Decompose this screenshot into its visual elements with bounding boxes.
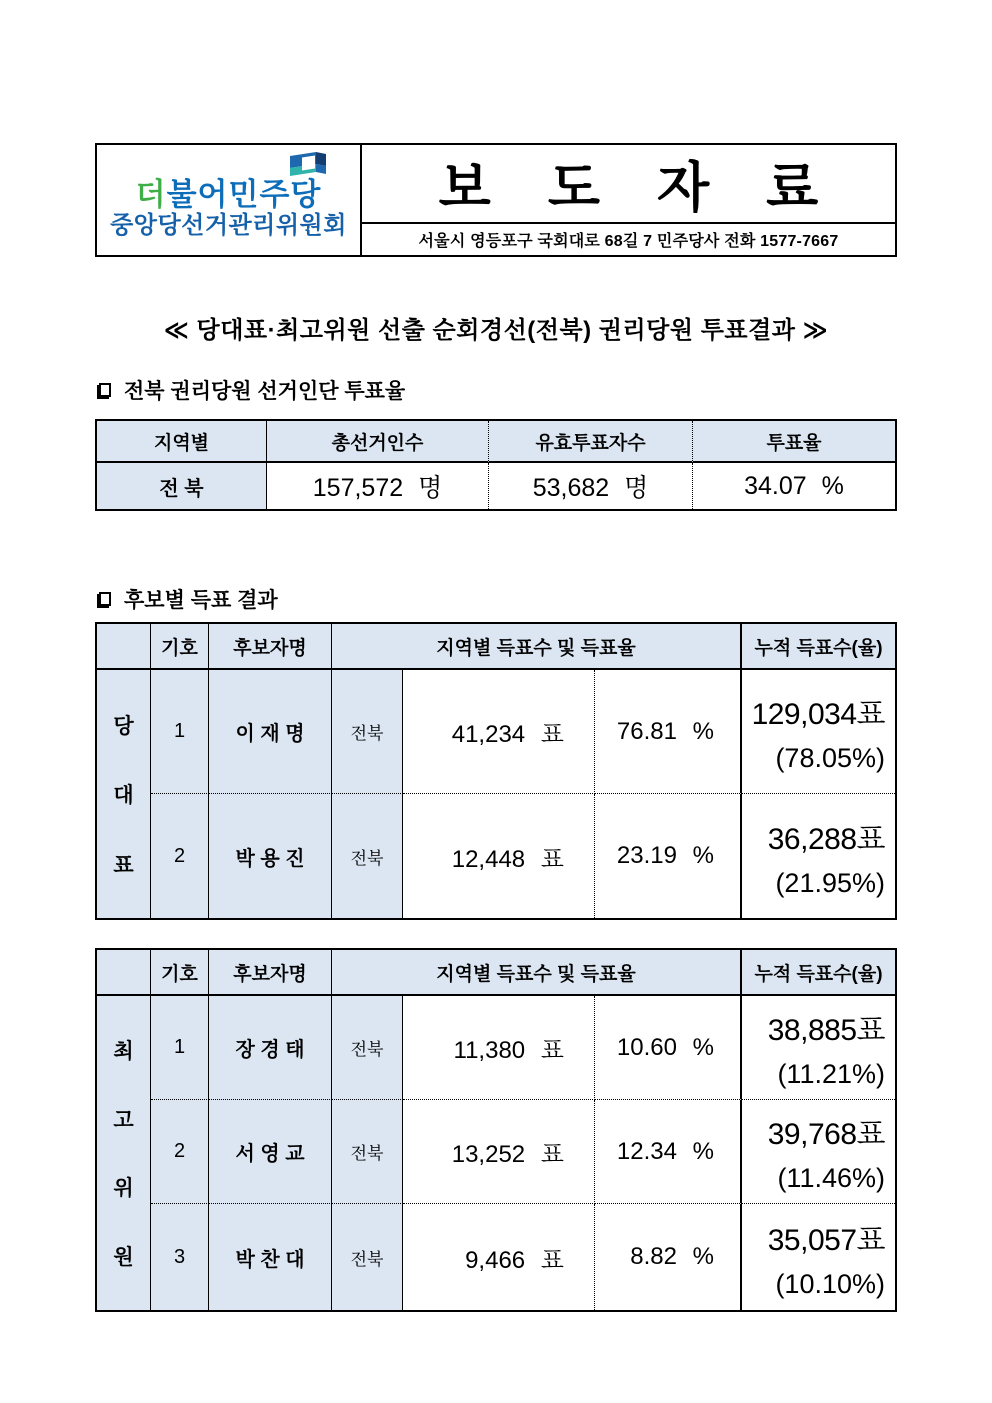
cumulative-votes: 39,768표 xyxy=(767,1118,885,1151)
leader-results-table xyxy=(95,622,897,920)
symbol-cell: 2 xyxy=(151,794,209,918)
col-header-cumulative: 누적 득표수(율) xyxy=(742,950,895,996)
col-header-candidate: 후보자명 xyxy=(209,624,332,670)
region-cell: 전북 xyxy=(332,670,403,794)
party-address: 서울시 영등포구 국회대로 68길 7 민주당사 전화 1577-7667 xyxy=(418,233,839,250)
col-header-candidate: 후보자명 xyxy=(209,950,332,996)
cumulative-cell xyxy=(742,996,895,1100)
party-name-rest: 불어민주당 xyxy=(166,176,322,212)
candidate-cell: 이 재 명 xyxy=(209,670,332,794)
symbol-cell: 3 xyxy=(151,1204,209,1310)
symbol-cell: 1 xyxy=(151,996,209,1100)
party-logo xyxy=(97,145,362,255)
electors-cell: 157,572 명 xyxy=(267,463,489,509)
group-char: 원 xyxy=(113,1246,134,1270)
percent-cell: 8.82 % xyxy=(595,1204,742,1310)
cumulative-percent: (78.05%) xyxy=(775,743,885,773)
cumulative-votes: 129,034표 xyxy=(751,698,885,731)
turnout-table xyxy=(95,419,897,511)
group-char: 대 xyxy=(113,784,134,807)
group-char: 위 xyxy=(113,1177,134,1201)
percent-cell: 23.19 % xyxy=(595,794,742,918)
cumulative-cell xyxy=(742,670,895,794)
votes-cell: 12,448 표 xyxy=(403,794,595,918)
region-cell: 전북 xyxy=(332,1204,403,1310)
col-header-cumulative: 누적 득표수(율) xyxy=(742,624,895,670)
group-header-empty xyxy=(97,950,151,996)
masthead-right xyxy=(362,145,895,255)
region-cell: 전 북 xyxy=(97,463,267,509)
col-header-regional-votes: 지역별 득표수 및 득표율 xyxy=(332,624,742,670)
col-header-regional-votes: 지역별 득표수 및 득표율 xyxy=(332,950,742,996)
cumulative-percent: (10.10%) xyxy=(775,1268,885,1299)
group-label-supreme-council xyxy=(97,996,151,1310)
group-char: 표 xyxy=(113,853,134,877)
results-section-heading xyxy=(97,584,278,614)
square-bullet-icon xyxy=(99,592,111,606)
turnout-heading-label: 전북 권리당원 선거인단 투표율 xyxy=(124,380,406,403)
percent-cell: 12.34 % xyxy=(595,1100,742,1204)
cumulative-votes: 35,057표 xyxy=(767,1223,885,1257)
col-header-symbol: 기호 xyxy=(151,950,209,996)
group-char: 고 xyxy=(113,1108,134,1132)
turnout-rate-cell: 34.07 % xyxy=(744,471,844,500)
col-header-turnout-rate: 투표율 xyxy=(693,421,895,463)
group-char: 당 xyxy=(113,714,134,738)
party-flag-icon xyxy=(288,151,328,185)
headline: ≪ 당대표·최고위원 선출 순회경선(전북) 권리당원 투표결과 ≫ xyxy=(163,317,829,344)
cumulative-cell xyxy=(742,1100,895,1204)
candidate-cell: 장 경 태 xyxy=(209,996,332,1100)
masthead xyxy=(95,143,897,257)
square-bullet-icon xyxy=(99,383,111,397)
cumulative-votes: 36,288표 xyxy=(767,822,885,856)
cumulative-cell xyxy=(742,794,895,918)
cumulative-percent: (11.21%) xyxy=(777,1059,885,1089)
document-type-title: 보 도 자 료 xyxy=(362,145,895,224)
votes-cell: 11,380 표 xyxy=(403,996,595,1100)
symbol-cell: 2 xyxy=(151,1100,209,1204)
symbol-cell: 1 xyxy=(151,670,209,794)
region-cell: 전북 xyxy=(332,794,403,918)
candidate-cell: 박 용 진 xyxy=(209,794,332,918)
supreme-results-table xyxy=(95,948,897,1312)
votes-cell: 13,252 표 xyxy=(403,1100,595,1204)
party-name-first-char: 더 xyxy=(135,176,167,212)
group-header-empty xyxy=(97,624,151,670)
percent-cell: 10.60 % xyxy=(595,996,742,1100)
cumulative-percent: (11.46%) xyxy=(777,1163,885,1193)
percent-cell: 76.81 % xyxy=(595,670,742,794)
committee-name: 중앙당선거관리위원회 xyxy=(110,211,347,239)
cumulative-percent: (21.95%) xyxy=(775,867,885,898)
cumulative-cell xyxy=(742,1204,895,1310)
region-cell: 전북 xyxy=(332,996,403,1100)
group-char: 최 xyxy=(113,1039,134,1063)
region-cell: 전북 xyxy=(332,1100,403,1204)
candidate-cell: 서 영 교 xyxy=(209,1100,332,1204)
col-header-region: 지역별 xyxy=(97,421,267,463)
group-label-party-leader xyxy=(97,670,151,918)
votes-cell: 9,466 표 xyxy=(403,1204,595,1310)
turnout-section-heading xyxy=(97,375,405,405)
candidate-cell: 박 찬 대 xyxy=(209,1204,332,1310)
col-header-electors: 총선거인수 xyxy=(267,421,489,463)
col-header-valid-voters: 유효투표자수 xyxy=(489,421,693,463)
valid-voters-cell: 53,682 명 xyxy=(489,463,693,509)
results-heading-label: 후보별 득표 결과 xyxy=(124,589,278,612)
votes-cell: 41,234 표 xyxy=(403,670,595,794)
cumulative-votes: 38,885표 xyxy=(767,1014,885,1047)
col-header-symbol: 기호 xyxy=(151,624,209,670)
